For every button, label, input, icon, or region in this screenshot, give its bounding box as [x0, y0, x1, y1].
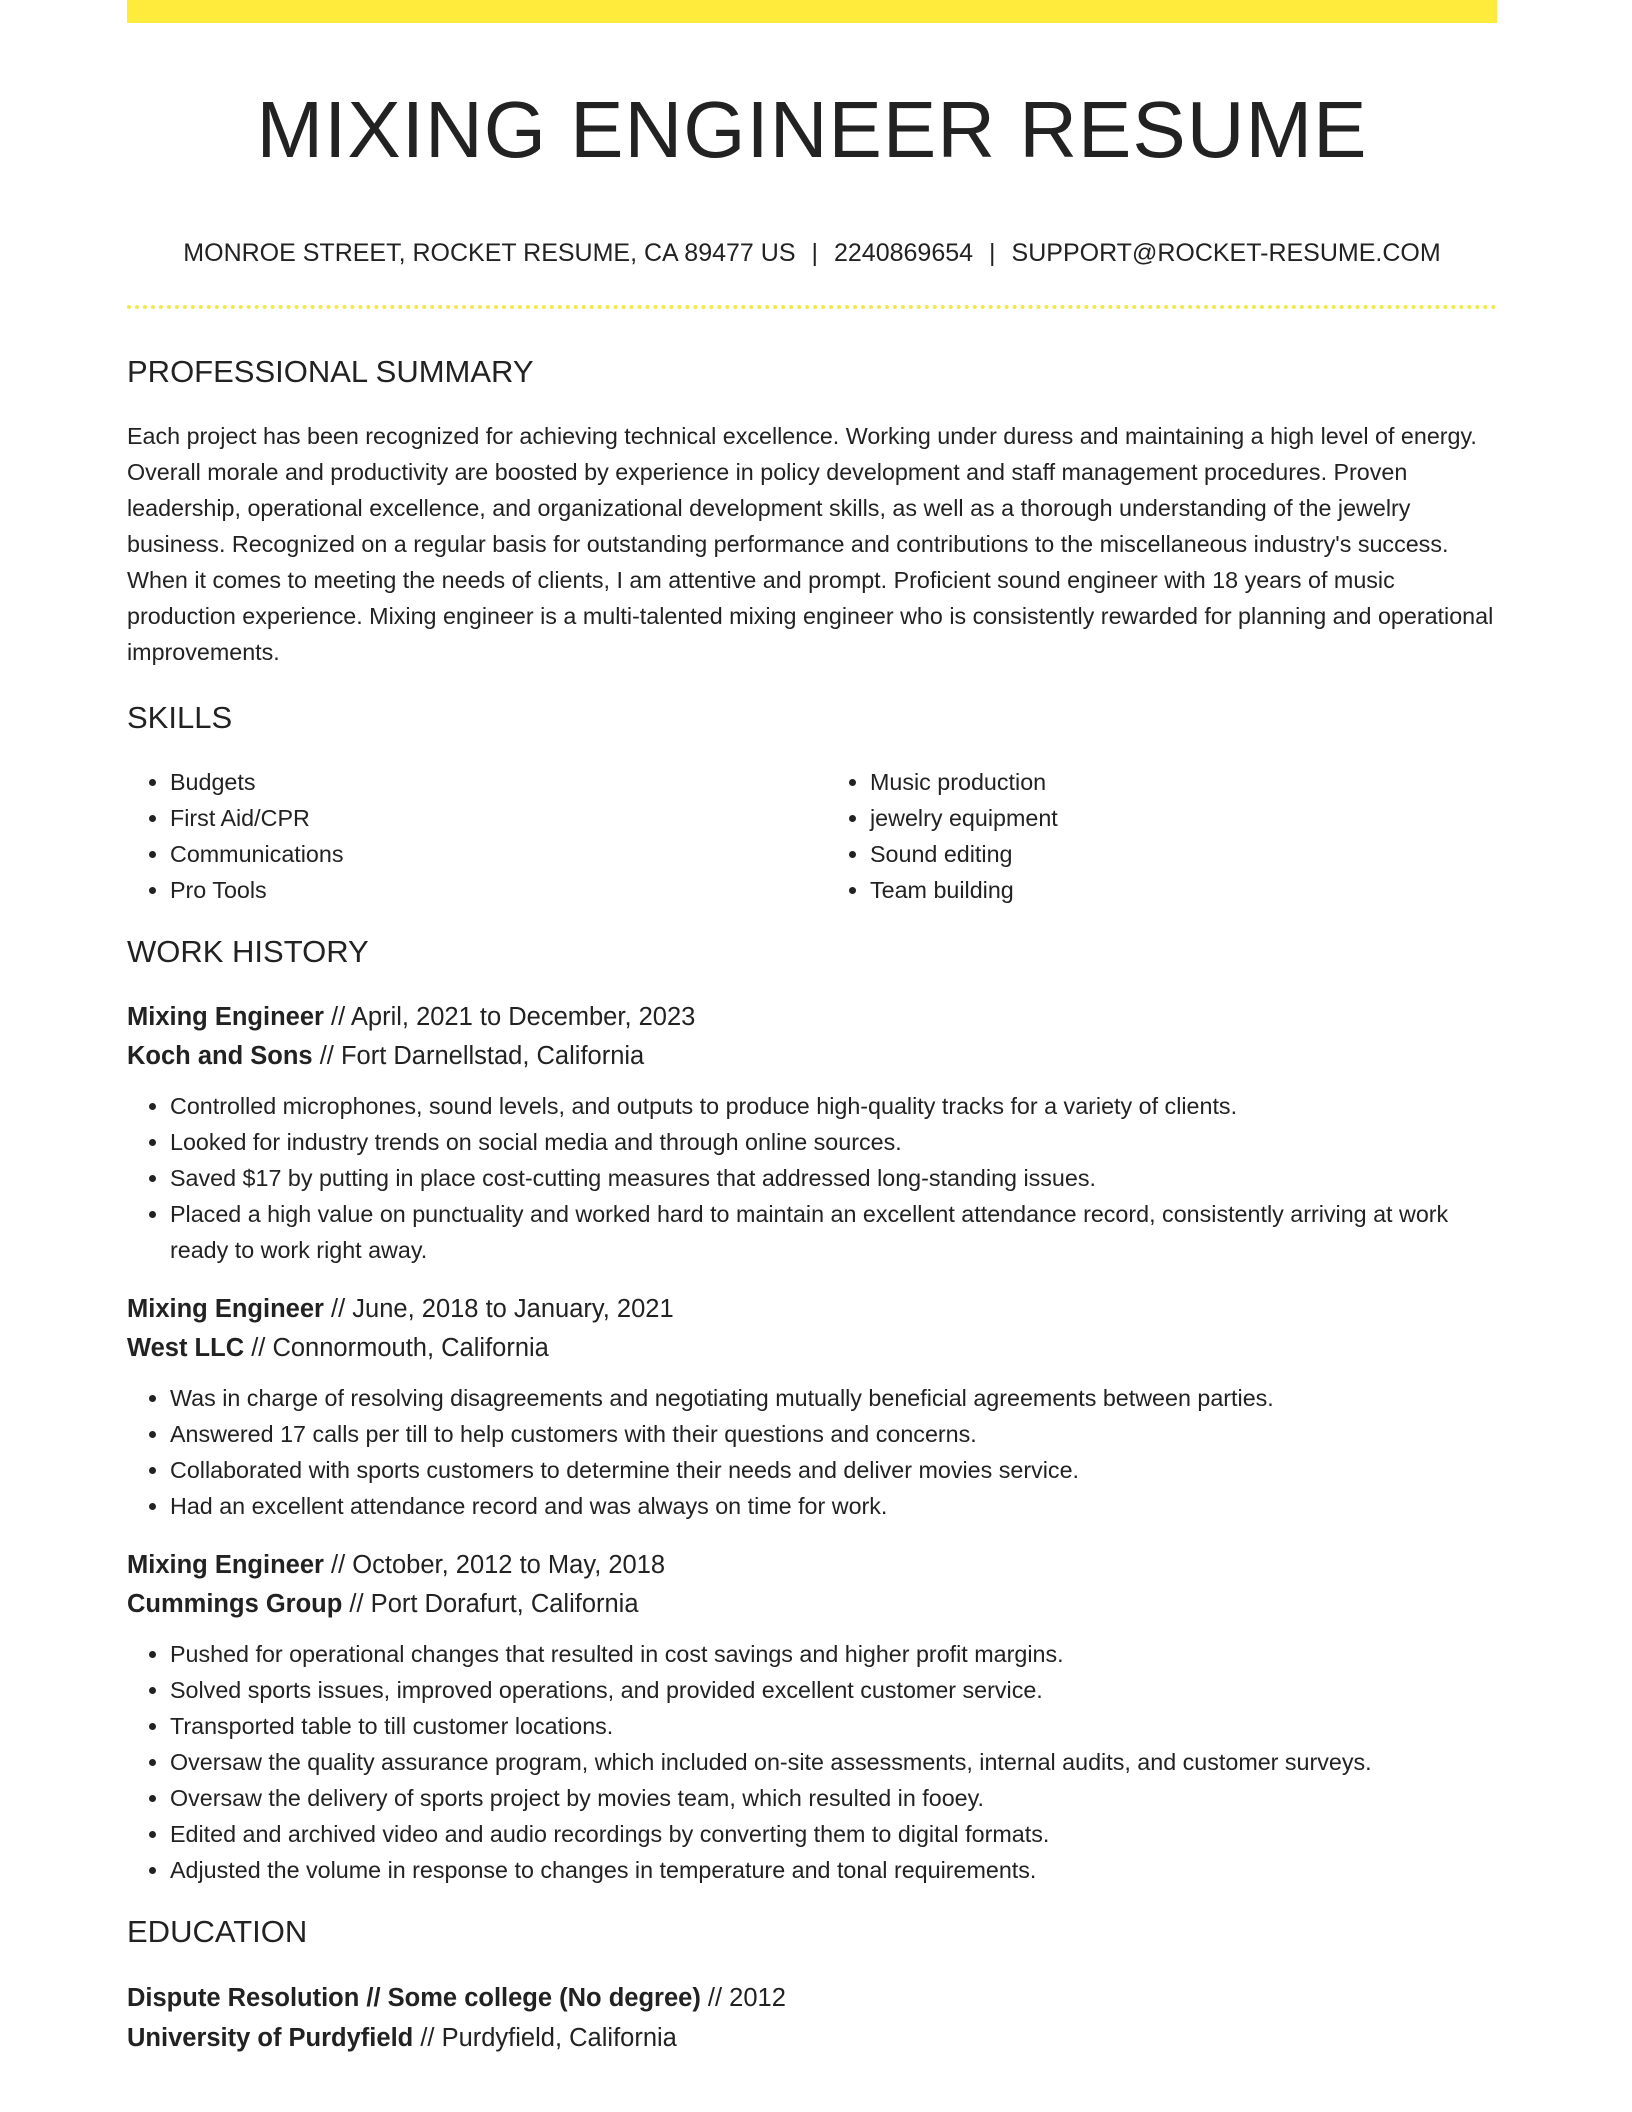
job-entry [127, 1290, 1497, 1524]
job-bullet: • Controlled microphones, sound levels, and outputs to produce high-quality tracks for a variety of clients. [170, 1088, 1497, 1124]
job-entry [127, 1546, 1497, 1888]
education-location: // Purdyfield, California [413, 2024, 677, 2052]
job-company-line [127, 1585, 1497, 1624]
skills-list-right [827, 764, 1497, 908]
skill-item: • Pro Tools [170, 872, 797, 908]
summary-text: Each project has been recognized for achieving technical excellence. Working under duress and maintaining a high level of energy. Overall morale and productivity are boosted by experience in policy development and staff management procedures. Proven leadership, operational excellence, and organizational development skills, as well as a thorough understanding of the jewelry business. Recognized on a regular basis for outstanding performance and contributions to the miscellaneous industry's success. When it comes to meeting the needs of clients, I am attentive and prompt. Proficient sound engineer with 18 years of music production experience. Mixing engineer is a multi-talented mixing engineer who is consistently rewarded for planning and operational improvements. [127, 423, 1494, 665]
job-bullets [127, 1088, 1497, 1268]
resume-title: MIXING ENGINEER RESUME [256, 85, 1368, 174]
skill-item: • Communications [170, 836, 797, 872]
job-bullet: • Looked for industry trends on social media and through online sources. [170, 1124, 1497, 1160]
job-location: // Connormouth, California [244, 1334, 549, 1362]
skill-item: • First Aid/CPR [170, 800, 797, 836]
job-bullet: • Answered 17 calls per till to help customers with their questions and concerns. [170, 1416, 1497, 1452]
job-bullet: • Oversaw the quality assurance program, which included on-site assessments, internal audits, and customer surveys. [170, 1744, 1497, 1780]
job-location: // Fort Darnellstad, California [312, 1042, 645, 1070]
job-bullet: • Edited and archived video and audio recordings by converting them to digital formats. [170, 1816, 1497, 1852]
job-bullet: • Pushed for operational changes that resulted in cost savings and higher profit margins. [170, 1636, 1497, 1672]
education-school-line [127, 2018, 1497, 2058]
job-bullet: • Saved $17 by putting in place cost-cutting measures that addressed long-standing issues. [170, 1160, 1497, 1196]
job-bullet: • Oversaw the delivery of sports project by movies team, which resulted in fooey. [170, 1780, 1497, 1816]
skill-item: • Sound editing [870, 836, 1497, 872]
contact-line [127, 236, 1497, 270]
job-entry [127, 998, 1497, 1268]
job-bullets [127, 1380, 1497, 1524]
skills-list-left [127, 764, 797, 908]
skill-item: • Budgets [170, 764, 797, 800]
summary-section [127, 350, 1497, 670]
education-school: University of Purdyfield [127, 2024, 414, 2052]
education-degree-line [127, 1978, 1497, 2018]
job-bullet: • Transported table to till customer locations. [170, 1708, 1497, 1744]
work-section [127, 930, 1497, 1888]
job-title: Mixing Engineer [127, 1551, 324, 1579]
skill-item: • jewelry equipment [870, 800, 1497, 836]
job-bullets [127, 1636, 1497, 1888]
job-title: Mixing Engineer [127, 1295, 324, 1323]
job-bullet: • Placed a high value on punctuality and worked hard to maintain an excellent attendance record, consistently arriving at work ready to work right away. [170, 1196, 1497, 1268]
resume-content [127, 350, 1497, 2058]
contact-separator: | [989, 239, 996, 267]
job-title-line [127, 1546, 1497, 1585]
contact-separator: | [811, 239, 818, 267]
job-bullet: • Was in charge of resolving disagreements and negotiating mutually beneficial agreements between parties. [170, 1380, 1497, 1416]
job-dates: // June, 2018 to January, 2021 [323, 1295, 674, 1323]
job-company: West LLC [127, 1334, 245, 1362]
skill-item: • Music production [870, 764, 1497, 800]
job-dates: // October, 2012 to May, 2018 [323, 1551, 666, 1579]
job-company-line [127, 1037, 1497, 1076]
accent-top-bar [127, 0, 1497, 23]
education-heading: EDUCATION [127, 1914, 308, 1949]
contact-phone: 2240869654 [834, 239, 974, 267]
job-bullet: • Collaborated with sports customers to determine their needs and deliver movies service. [170, 1452, 1497, 1488]
work-heading: WORK HISTORY [127, 934, 369, 969]
job-bullet: • Solved sports issues, improved operations, and provided excellent customer service. [170, 1672, 1497, 1708]
job-title-line [127, 998, 1497, 1037]
job-dates: // April, 2021 to December, 2023 [323, 1003, 696, 1031]
job-bullet: • Adjusted the volume in response to changes in temperature and tonal requirements. [170, 1852, 1497, 1888]
job-company: Koch and Sons [127, 1042, 313, 1070]
contact-email: SUPPORT@ROCKET-RESUME.COM [1011, 239, 1441, 267]
education-year: // 2012 [700, 1984, 786, 2012]
skills-section [127, 696, 1497, 908]
dotted-divider [127, 305, 1497, 309]
skills-heading: SKILLS [127, 700, 233, 735]
skills-columns [127, 764, 1497, 908]
education-section [127, 1910, 1497, 2058]
job-title: Mixing Engineer [127, 1003, 324, 1031]
job-title-line [127, 1290, 1497, 1329]
contact-address: MONROE STREET, ROCKET RESUME, CA 89477 US [183, 239, 796, 267]
job-bullet: • Had an excellent attendance record and was always on time for work. [170, 1488, 1497, 1524]
education-degree: Dispute Resolution // Some college (No degree) [127, 1984, 701, 2012]
job-company-line [127, 1329, 1497, 1368]
job-location: // Port Dorafurt, California [342, 1590, 639, 1618]
job-company: Cummings Group [127, 1590, 343, 1618]
summary-heading: PROFESSIONAL SUMMARY [127, 354, 534, 389]
skill-item: • Team building [870, 872, 1497, 908]
